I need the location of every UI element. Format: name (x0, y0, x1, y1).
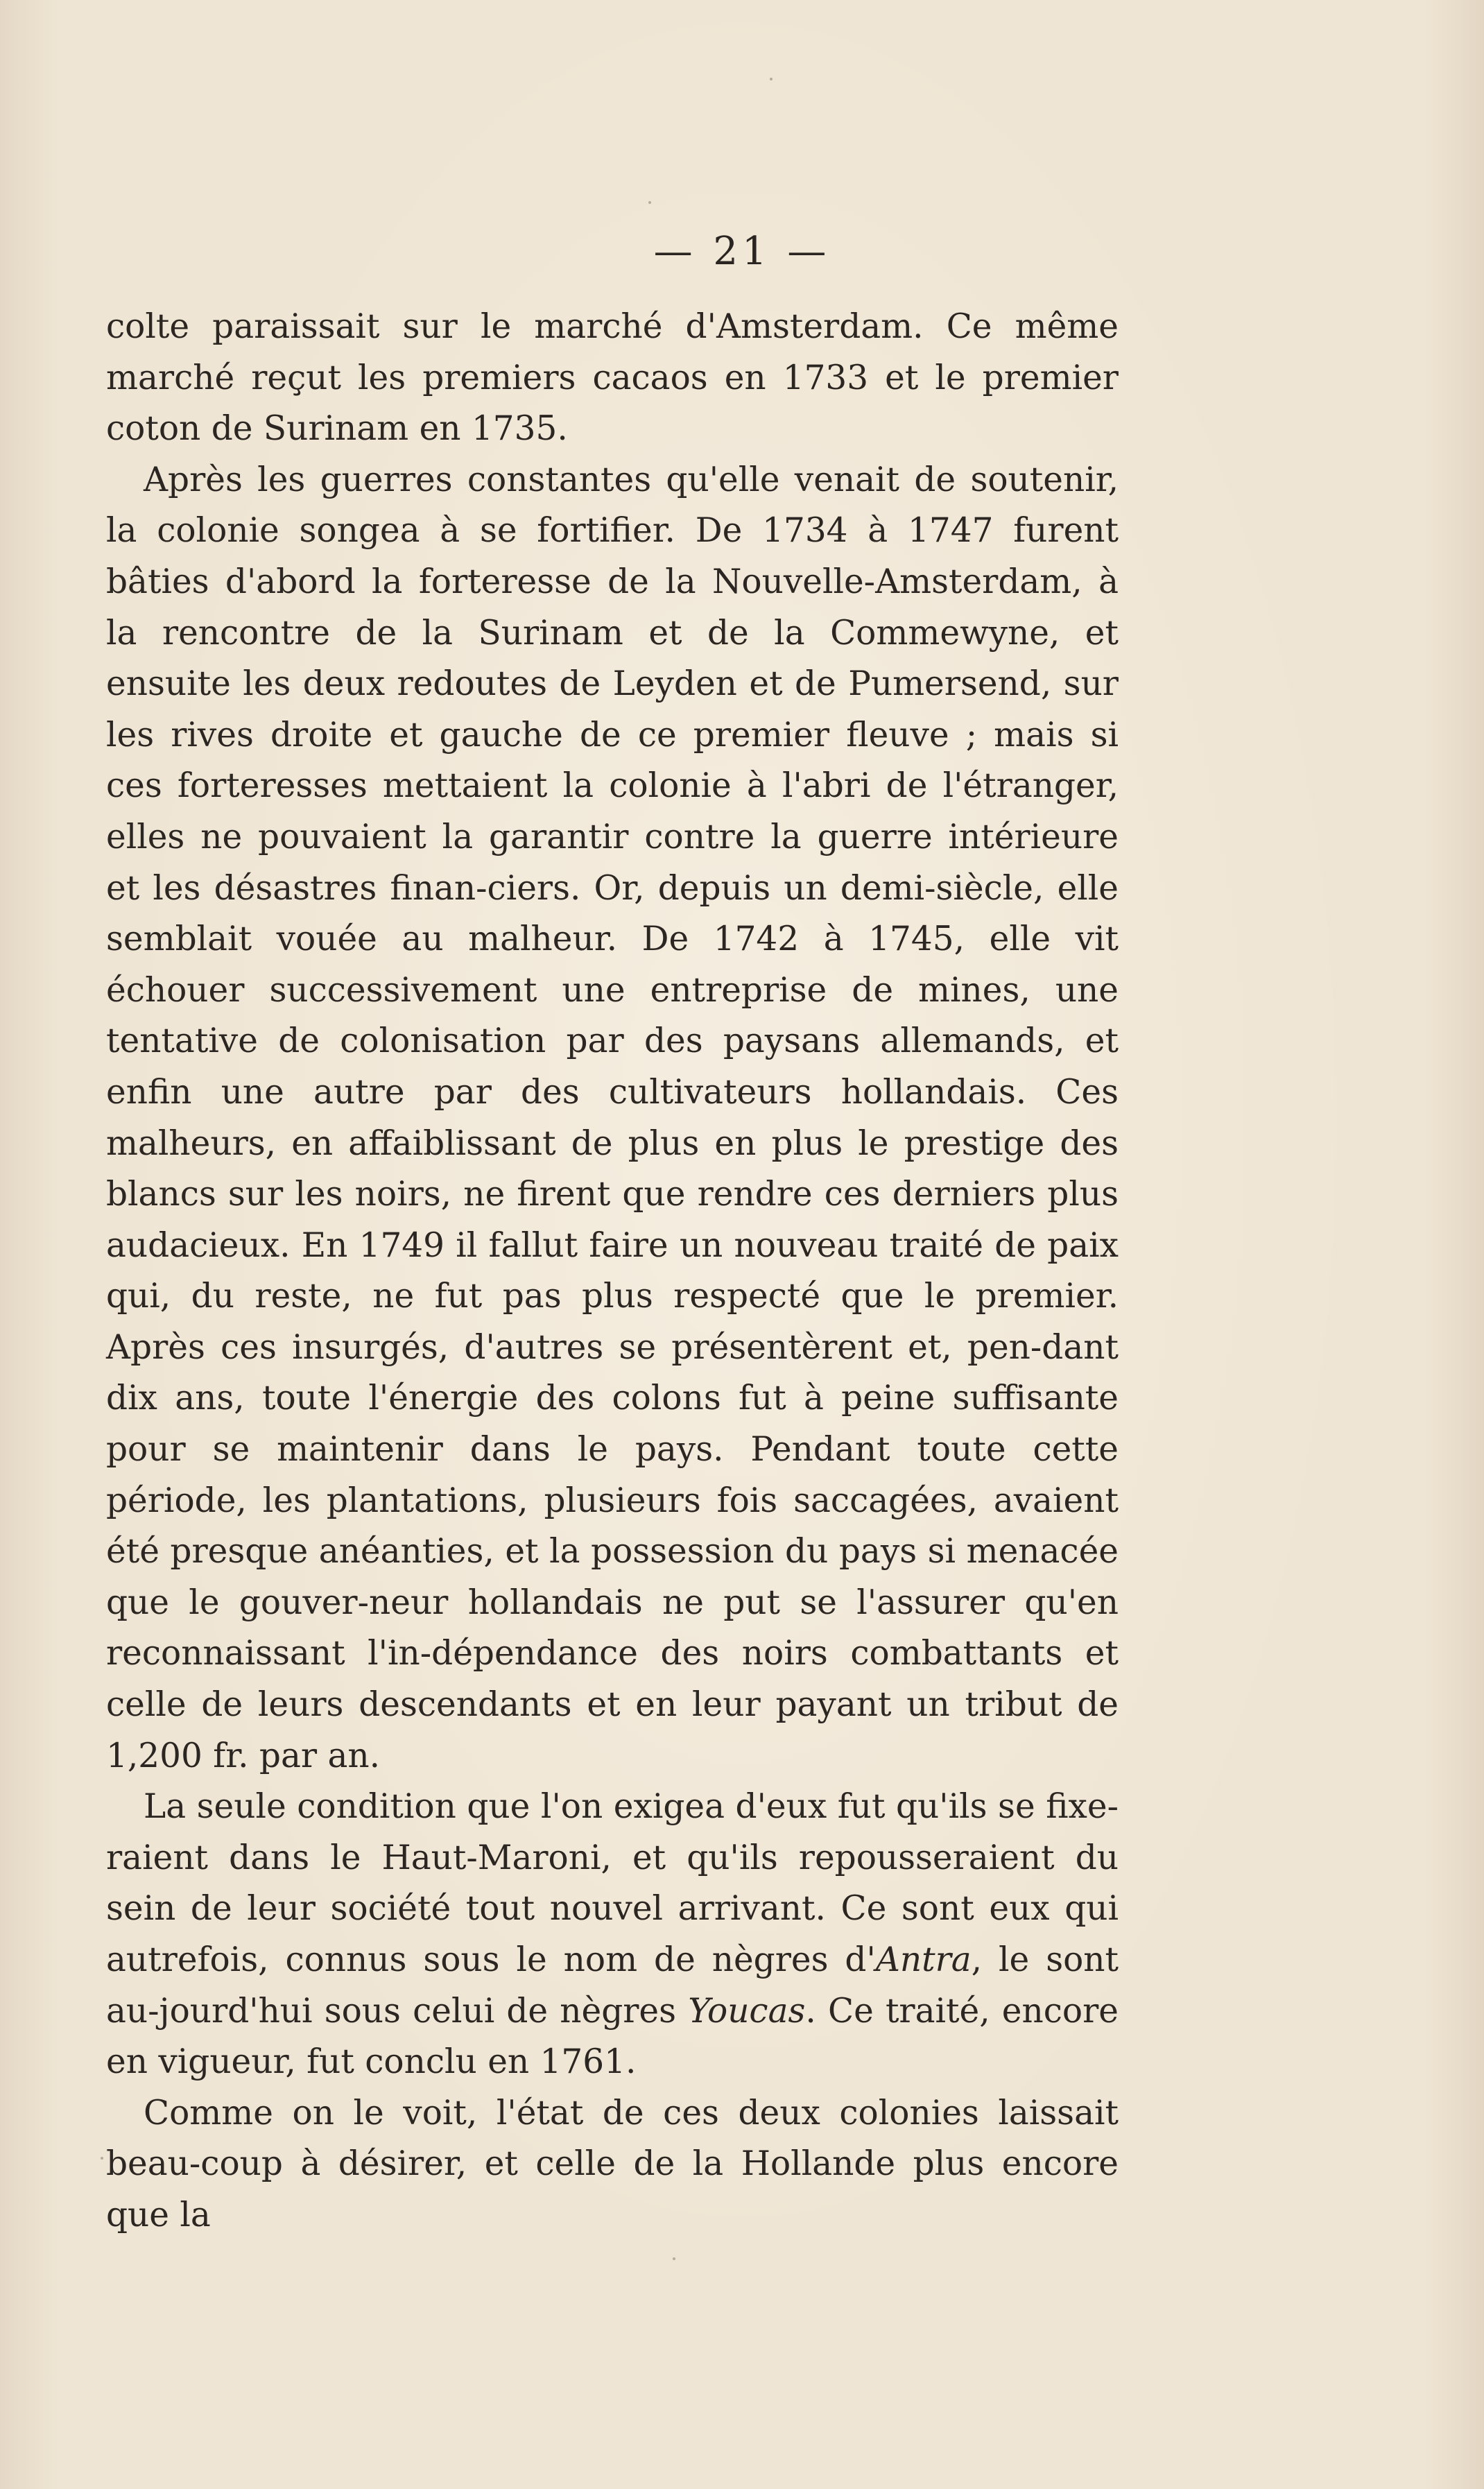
paragraph (106, 1782, 1119, 2088)
paragraph (106, 302, 1119, 455)
italic-term: Youcas (688, 1991, 806, 2031)
italic-term: Antra (875, 1940, 972, 1979)
paragraph-text: La seule condition que l'on exigea d'eux fut qu'ils se fixe-raient dans le Haut-Maroni, et qu'ils repousseraient du sein de leur société tout nouvel arrivant. Ce sont eux qui autrefois, connus sous le nom de nègres d' (106, 1787, 1119, 1979)
paper-speck (673, 2257, 675, 2260)
paragraph (106, 2088, 1119, 2241)
paragraph-text: colte paraissait sur le marché d'Amsterdam. Ce même marché reçut les premiers cacaos en 1733 et le premier coton de Surinam en 1735. (106, 307, 1119, 449)
paper-speck (101, 2157, 103, 2160)
paper-speck (770, 78, 773, 80)
paragraph-text: . Ce traité, encore en vigueur, fut conclu en 1761. (106, 1991, 1119, 2082)
paragraph-text: Comme on le voit, l'état de ces deux colonies laissait beau-coup à désirer, et celle de la Hollande plus encore que la (106, 2093, 1119, 2234)
paper-speck (648, 201, 651, 204)
page-number: — 21 — (653, 229, 831, 274)
paragraph-text: , le sont au-jourd'hui sous celui de nègres (106, 1940, 1119, 2031)
paragraph-text: Après les guerres constantes qu'elle venait de soutenir, la colonie songea à se fortifier. De 1734 à 1747 furent bâties d'abord la forteresse de la Nouvelle-Amsterdam, à la rencontre de la Surinam et de la Commewyne, et ensuite les deux redoutes de Leyden et de Pumersend, sur les rives droite et gauche de ce premier fleuve ; mais si ces forteresses mettaient la colonie à l'abri de l'étranger, elles ne pouvaient la garantir contre la guerre intérieure et les désastres finan-ciers. Or, depuis un demi-siècle, elle semblait vouée au malheur. De 1742 à 1745, elle vit échouer successivement une entreprise de mines, une tentative de colonisation par des paysans allemands, et enfin une autre par des cultivateurs hollandais. Ces malheurs, en affaiblissant de plus en plus le prestige des blancs sur les noirs, ne firent que rendre ces derniers plus audacieux. En 1749 il fallut faire un nouveau traité de paix qui, du reste, ne fut pas plus respecté que le premier. Après ces insurgés, d'autres se présentèrent et, pen-dant dix ans, toute l'énergie des colons fut à peine suffisante pour se maintenir dans le pays. Pendant toute cette période, les plantations, plusieurs fois saccagées, avaient été presque anéanties, et la possession du pays si menacée que le gouver-neur hollandais ne put se l'assurer qu'en reconnaissant l'in-dépendance des noirs combattants et celle de leurs descendants et en leur payant un tribut de 1,200 fr. par an. (106, 460, 1119, 1775)
paragraph (106, 455, 1119, 1782)
body-text (106, 302, 1119, 2241)
